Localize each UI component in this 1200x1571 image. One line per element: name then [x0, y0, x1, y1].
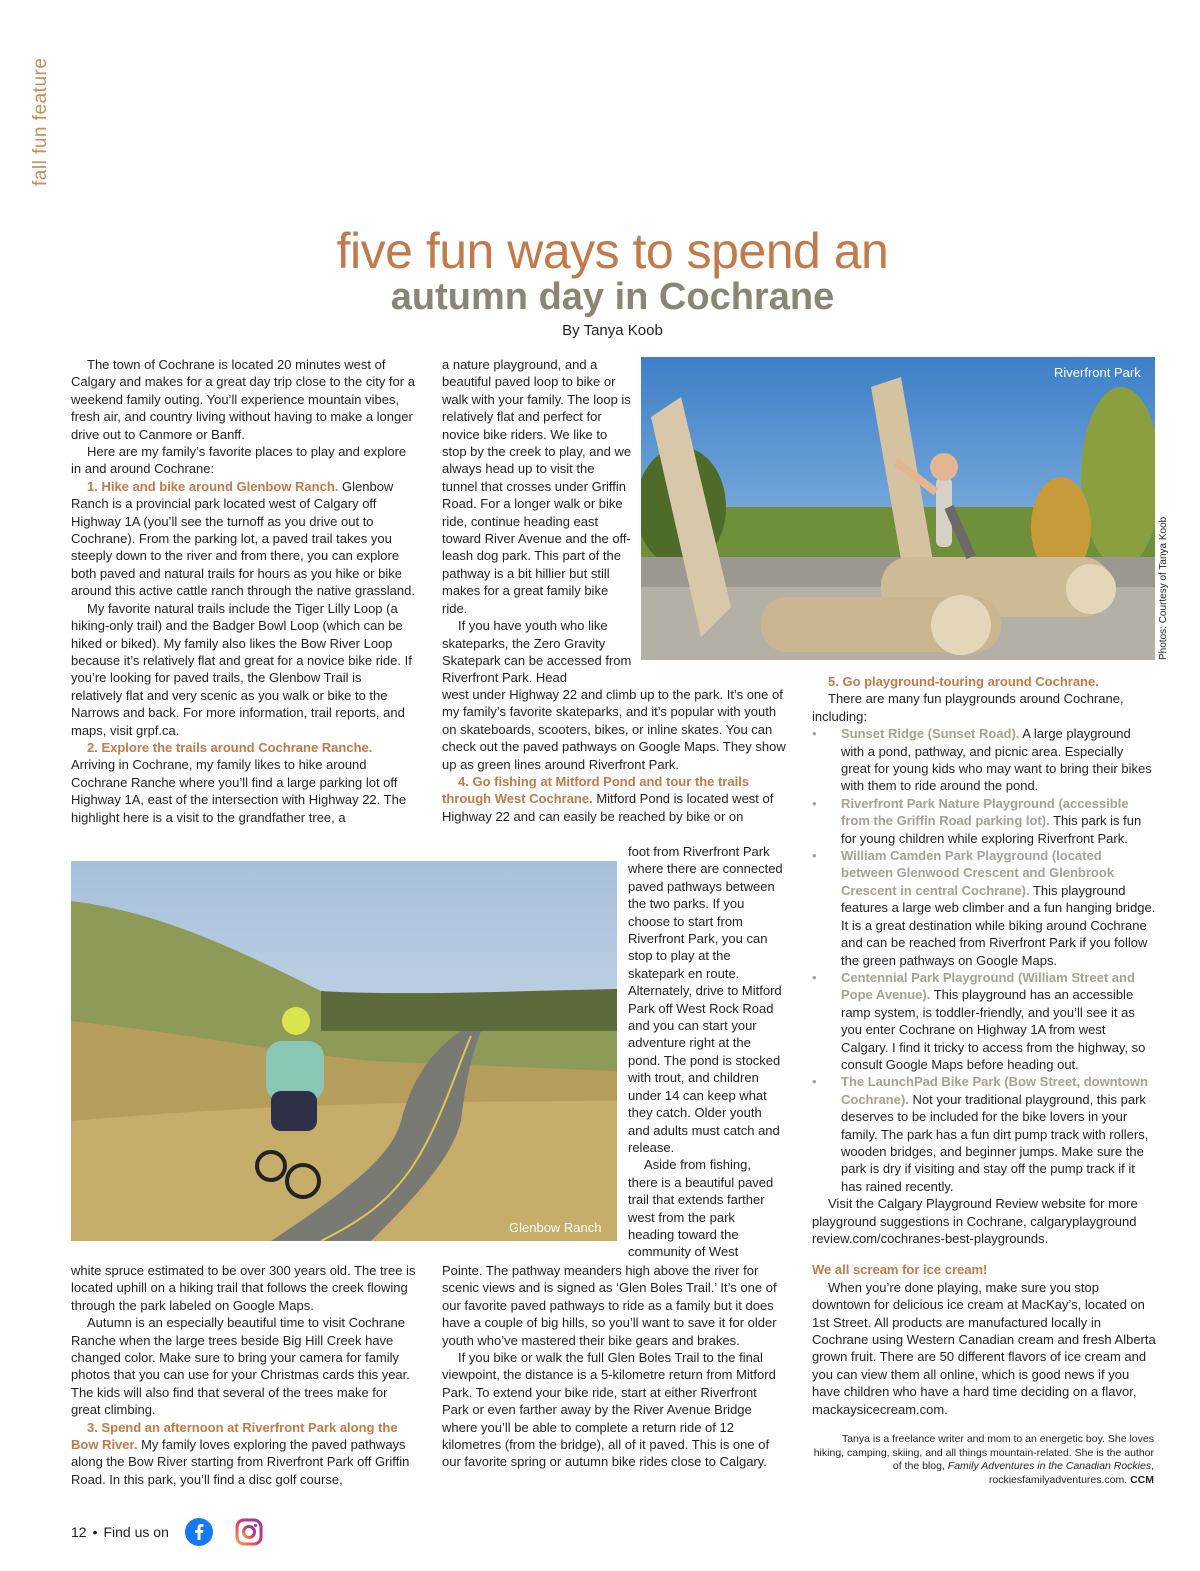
paragraph: Aside from fishing, there is a beautiful paved trail that extends farther west from the park heading toward the community of West: [628, 1157, 774, 1260]
bio-blog-name: Family Adventures in the Canadian Rockies: [947, 1460, 1152, 1473]
list-item: [812, 969, 1156, 1073]
bio-text: Tanya is a freelance writer and mom to an energetic boy. She loves hiking, camping, skiing, and all things mountain-related. She is the author of the blog,: [813, 1433, 1154, 1473]
heading-2: 2. Explore the trails around Cochrane Ranche.: [87, 739, 373, 755]
bio-signoff: CCM: [1130, 1473, 1154, 1486]
column2-narrow: [628, 843, 784, 1261]
paragraph: If you bike or walk the full Glen Boles Trail to the final viewpoint, the distance is a 5-kilometre return from Mitford Park. To extend your bike ride, start at either Riverfront Park or even farther away by the River Avenue Bridge where you’ll be able to complete a return ride of 12 kilometres (from the bridge), all of it paved. This is one of our favorite spring or autumn bike rides close to Calgary.: [442, 1350, 776, 1470]
playground-text: Not your traditional playground, this park deserves to be included for the bike lovers in your family. The park has a fun dirt pump track with rollers, wooden bridges, and beginner jumps. Make sure the park is dry if visiting and stay off the pump track if it has rained recently.: [841, 1091, 1149, 1194]
column1-bottom: [71, 1262, 416, 1488]
column3: [812, 673, 1156, 1418]
heading-1: 1. Hike and bike around Glenbow Ranch.: [87, 478, 339, 494]
playground-text: This playground has an accessible ramp system, is toddler-friendly, and you’ll see it as you enter Cochrane on Highway 1A from west Calgary. I find it tricky to access from the highway, so consult Google Maps before heading out.: [841, 987, 1146, 1072]
list-item: [812, 1073, 1156, 1195]
bio-text: , rockiesfamilyadventures.com.: [988, 1460, 1154, 1486]
author-bio: [812, 1433, 1154, 1487]
paragraph-text: Mitford Pond is located west of Highway 22 and can easily be reached by bike or on: [442, 791, 774, 824]
heading-3: 3. Spend an afternoon at Riverfront Park along the Bow River.: [71, 1419, 398, 1453]
column2-bottom: [442, 1262, 787, 1471]
paragraph: a nature playground, and a beautiful paved loop to bike or walk with your family. The loop is relatively flat and perfect for novice bike riders. We like to stop by the creek to play, and we always head up to visit the tunnel that crosses under Griffin Road. For a longer walk or bike ride, continue heading east toward River Avenue and the off-leash dog park. This part of the pathway is a bit hillier but still makes for a great family bike ride.: [442, 357, 632, 616]
paragraph: west under Highway 22 and climb up to the park. It’s one of my family’s favorite skateparks, and it’s popular with youth on skateboards, scooters, bikes, or inline skates. You can check out the paved pathways on Google Maps. They show up as green lines around Riverfront Park.: [442, 687, 786, 772]
paragraph: Pointe. The pathway meanders high above the river for scenic views and is signed as ‘Glen Boles Trail.’ It’s one of our favorite paved pathways to ride as a family but it does have a couple of big hills, so you’ll want to save it for older youth who’ve mastered their bike gears and brakes.: [442, 1263, 777, 1348]
column2-mid: [442, 686, 787, 825]
riverfront-park-caption: Riverfront Park: [1054, 365, 1141, 380]
column2-top: [442, 356, 632, 687]
paragraph-text: My family loves exploring the paved pathways along the Bow River starting from Riverfront Park off Griffin Road. In this park, you’ll find a disc golf course,: [71, 1437, 410, 1487]
list-item: [812, 847, 1156, 969]
playground-name: Sunset Ridge (Sunset Road).: [841, 726, 1020, 742]
paragraph: Here are my family’s favorite places to play and explore in and around Cochrane:: [71, 444, 407, 477]
paragraph: There are many fun playgrounds around Cochrane, including:: [812, 691, 1124, 724]
paragraph: Arriving in Cochrane, my family likes to hike around Cochrane Ranche where you’ll find a large parking lot off Highway 1A, east of the intersection with Highway 22. The highlight here is a visit to the grandfather tree, a: [71, 757, 407, 825]
paragraph: When you’re done playing, make sure you stop downtown for delicious ice cream at MacKay’s, located on 1st Street. All products are manufactured locally in Cochrane using Western Canadian cream and fresh Alberta grown fruit. There are 50 different flavors of ice cream and you can view them all online, which is good news if you have children who have a hard time deciding on a flavor, mackaysicecream.com.: [812, 1279, 1156, 1417]
facebook-icon[interactable]: [185, 1518, 213, 1546]
footer-text: Find us on: [103, 1524, 169, 1540]
instagram-icon[interactable]: [235, 1518, 263, 1546]
paragraph: [71, 739, 416, 756]
paragraph: [442, 773, 787, 825]
riverfront-park-photo: [641, 357, 1155, 660]
glenbow-ranch-photo: [71, 861, 617, 1241]
section-label: fall fun feature: [30, 57, 51, 186]
heading-4: 4. Go fishing at Mitford Pond and tour the trails through West Cochrane.: [442, 774, 750, 807]
photo-credit: Photos: Courtesy of Tanya Koob: [1158, 516, 1169, 660]
playground-text: This park is fun for young children while exploring Riverfront Park.: [841, 813, 1142, 846]
playground-text: A large playground with a pond, pathway, and picnic area. Especially great for young kids who may want to bring their bikes with them to ride around the pond.: [841, 726, 1152, 794]
playground-list: [812, 725, 1156, 1195]
paragraph: [71, 478, 416, 600]
paragraph: white spruce estimated to be over 300 years old. The tree is located uphill on a hiking trail that follows the creek flowing through the park labeled on Google Maps.: [71, 1263, 416, 1313]
title-line2: autumn day in Cochrane: [390, 276, 835, 318]
paragraph: If you have youth who like skateparks, the Zero Gravity Skatepark can be accessed from Riverfront Park. Head: [442, 618, 632, 686]
paragraph: [812, 673, 1156, 690]
list-item: [812, 725, 1156, 795]
footer: [71, 1518, 263, 1546]
icecream-heading: We all scream for ice cream!: [812, 1262, 988, 1278]
title-line1: five fun ways to spend an: [336, 223, 889, 279]
paragraph: Autumn is an especially beautiful time to visit Cochrane Ranche when the large trees beside Big Hill Creek have changed color. Make sure to bring your camera for family photos that you can use for your Christmas cards this year. The kids will also find that several of the trees make for great climbing.: [71, 1315, 410, 1418]
paragraph: My favorite natural trails include the Tiger Lilly Loop (a hiking-only trail) and the Badger Bowl Loop (which can be hiked or biked). My family also likes the Bow River Loop because it’s relatively flat and great for a novice bike ride. If you’re looking for paved trails, the Glenbow Trail is relatively flat and very scenic as you walk or bike to the Narrows and back. For more information, trail reports, and maps, visit grpf.ca.: [71, 600, 412, 738]
paragraph: [71, 1419, 416, 1489]
byline: By Tanya Koob: [562, 322, 663, 339]
playground-name: Centennial Park Playground (William Street and Pope Avenue).: [841, 969, 1135, 1003]
page-number: 12: [71, 1524, 87, 1540]
paragraph: Visit the Calgary Playground Review website for more playground suggestions in Cochrane, calgaryplayground review.com/cochranes-best-playgrounds.: [812, 1196, 1138, 1246]
playground-name: The LaunchPad Bike Park (Bow Street, downtown Cochrane).: [841, 1074, 1148, 1107]
heading-5: 5. Go playground-touring around Cochrane.: [828, 674, 1099, 689]
playground-name: Riverfront Park Nature Playground (accessible from the Griffin Road parking lot).: [841, 795, 1129, 829]
column1-top: [71, 356, 416, 826]
paragraph: foot from Riverfront Park where there are connected paved pathways between the two parks. If you choose to start from Riverfront Park, you can stop to play at the skatepark en route. Alternately, drive to Mitford Park off West Rock Road and you can start your adventure right at the pond. The pond is stocked with trout, and children under 14 can keep what they catch. Older youth and adults must catch and release.: [628, 844, 783, 1155]
list-item: [812, 795, 1156, 847]
footer-bullet: •: [92, 1524, 98, 1540]
glenbow-ranch-caption: Glenbow Ranch: [509, 1220, 602, 1235]
paragraph: The town of Cochrane is located 20 minutes west of Calgary and makes for a great day trip close to the city for a weekend family outing. You’ll experience mountain vibes, fresh air, and country living without having to make a longer drive out to Canmore or Banff.: [71, 357, 415, 442]
paragraph-text: Glenbow Ranch is a provincial park located west of Calgary off Highway 1A (you’ll see the turnoff as you drive out to Cochrane). From the parking lot, a paved trail takes you steeply down to the river and from there, you can explore both paved and natural trails for hours as you hike or bike around this active cattle ranch through the native grassland.: [71, 478, 415, 599]
playground-text: This playground features a large web climber and a fun hanging bridge. It is a great destination while biking around Cochrane and can be reached from Riverfront Park if you follow the green pathways on Google Maps.: [841, 882, 1156, 968]
playground-name: William Camden Park Playground (located between Glenwood Crescent and Glenbrook Crescent in central Cochrane).: [841, 848, 1115, 898]
